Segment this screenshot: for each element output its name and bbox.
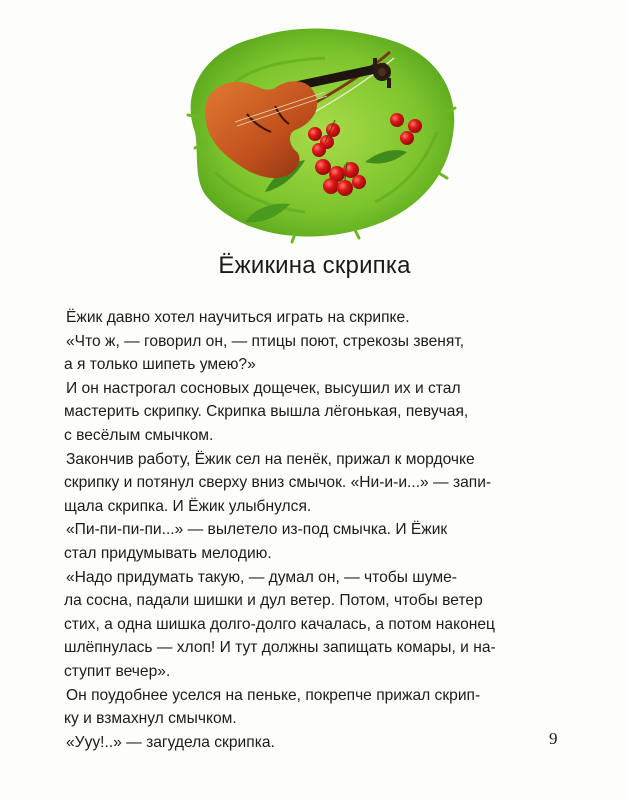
- text-line: «Ууу!..» — загудела скрипка.: [66, 733, 275, 751]
- text-line: щала скрипка. И Ёжик улыбнулся.: [64, 497, 312, 515]
- text-line: а я только шипеть умею?»: [64, 356, 256, 374]
- text-line: ла сосна, падали шишки и дул ветер. Потом, чтобы ветер: [64, 592, 483, 610]
- text-line: И он настрогал сосновых дощечек, высушил их и стал: [66, 379, 461, 397]
- text-line: «Пи-пи-пи-пи...» — вылетело из-под смычка. И Ёжик: [66, 521, 448, 539]
- story-text: [66, 306, 576, 754]
- text-line: Он поудобнее уселся на пеньке, покрепче прижал скрип-: [66, 686, 481, 704]
- violin-illustration: [175, 22, 460, 244]
- text-line: Закончив работу, Ёжик сел на пенёк, прижал к мордочке: [66, 450, 475, 468]
- text-line: стал придумывать мелодию.: [64, 544, 272, 562]
- text-line: Ёжик давно хотел научиться играть на скрипке.: [66, 309, 410, 326]
- story-title: Ёжикина скрипка: [218, 252, 411, 279]
- text-line: ступит вечер».: [64, 662, 171, 680]
- page-number: 9: [549, 729, 558, 748]
- text-line: скрипку и потянул сверху вниз смычок. «Ни-и-и...» — запи-: [64, 474, 492, 492]
- text-line: стих, а одна шишка долго-долго качалась, а потом наконец: [64, 615, 495, 633]
- text-line: «Надо придумать такую, — думал он, — чтобы шуме-: [66, 568, 458, 586]
- text-line: шлёпнулась — хлоп! И тут должны запищать комары, и на-: [64, 639, 496, 657]
- text-line: с весёлым смычком.: [64, 426, 214, 444]
- text-line: «Что ж, — говорил он, — птицы поют, стрекозы звенят,: [66, 332, 465, 350]
- text-line: мастерить скрипку. Скрипка вышла лёгонькая, певучая,: [64, 403, 469, 421]
- text-line: ку и взмахнул смычком.: [64, 710, 237, 728]
